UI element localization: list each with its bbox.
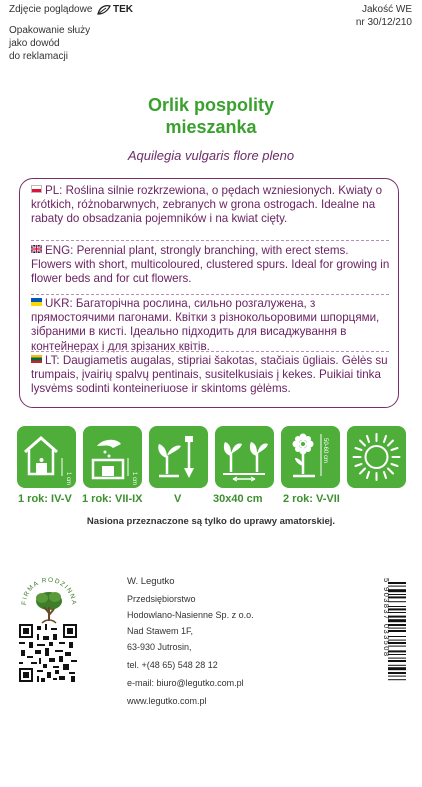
caption-outdoor-sowing: 1 rok: VII-IX <box>82 493 143 505</box>
barcode-bar <box>388 665 406 666</box>
company-name: W. Legutko <box>127 576 175 587</box>
tek-label: TEK <box>113 4 133 15</box>
caption-transplant: V <box>174 493 182 505</box>
address-line: Hodowlano-Nasienne Sp. z o.o. <box>127 610 254 620</box>
barcode-bar <box>388 658 406 659</box>
full-sun-icon <box>347 426 406 488</box>
description-eng: ENG: Perennial plant, strongly branching, with erect stems. Flowers with short, multicoloured, clustered spurs. Ideal for growing in flower beds and for cut flowers. <box>31 244 390 286</box>
barcode <box>378 576 406 716</box>
divider <box>31 351 389 352</box>
depth-note: 1 cm <box>131 472 137 486</box>
barcode-bar <box>388 667 406 670</box>
barcode-bar <box>388 660 406 662</box>
qr-code <box>19 624 77 682</box>
outdoor-sowing-icon <box>83 426 142 488</box>
divider <box>31 240 389 241</box>
barcode-bar <box>388 676 406 677</box>
phone: tel. +(48 65) 548 28 12 <box>127 660 218 670</box>
height-note: 50-60 cm <box>322 438 328 464</box>
ukraine-flag-icon <box>31 298 42 306</box>
photo-label: Zdjęcie poglądowe <box>9 4 93 15</box>
svg-text:FIRMA RODZINNA: FIRMA RODZINNA <box>20 576 78 606</box>
caption-greenhouse-sowing: 1 rok: IV-V <box>18 493 72 505</box>
amateur-disclaimer: Nasiona przeznaczone są tylko do uprawy amatorskiej. <box>86 516 336 527</box>
product-name-line2: mieszanka <box>165 117 257 137</box>
uk-flag-icon <box>31 243 42 251</box>
quality-number: nr 30/12/210 <box>355 17 412 28</box>
lithuania-flag-icon <box>31 355 42 363</box>
depth-note: 1 cm <box>65 472 71 486</box>
website: www.legutko.com.pl <box>127 696 207 706</box>
address-line: 63-930 Jutrosin, <box>127 642 192 652</box>
flower-height-icon <box>281 426 340 488</box>
leaf-icon <box>96 3 112 15</box>
proof-line-1: Opakowanie służy <box>9 25 91 36</box>
seedling-transplant-icon <box>149 426 208 488</box>
description-ukr: UKR: Багаторічна рослина, сильно розгалужена, з прямостоячими пагонами. Квітки з різнокольоровими шпорцями, зібраними в кисті. Ідеально підходить для висаджування в контейнерах і для зрізаних квітів. <box>31 297 380 353</box>
barcode-bar <box>388 672 406 674</box>
barcode-number: 5 903837 033508 <box>382 578 391 658</box>
description-pl: PL: Roślina silnie rozkrzewiona, o pędach wzniesionych. Kwiaty o krótkich, różnobarwnych, zebranych w grona ostrogach. Idealne na rabaty do obsadzania pojemników i na kwiat cięty. <box>31 184 383 226</box>
quality-label: Jakość WE <box>361 4 412 15</box>
email: e-mail: biuro@legutko.com.pl <box>127 678 244 688</box>
description-lt: LT: Daugiametis augalas, stipriai šakotas, stačiais ūgliais. Gėlės su trumpais, įvairių spalvų pentinais, susitelkusiais į kekes. Puikiai tinka lysvėms sodinti konteineriuose ir skintoms gėlėms. <box>31 354 388 396</box>
divider <box>31 294 389 295</box>
poland-flag-icon <box>31 185 42 193</box>
product-name-line1: Orlik pospolity <box>147 95 275 115</box>
proof-line-2: jako dowód <box>9 38 60 49</box>
address-line: Przedsiębiorstwo <box>127 594 196 604</box>
caption-spacing: 30x40 cm <box>213 493 263 505</box>
plant-spacing-icon <box>215 426 274 488</box>
barcode-bar <box>388 679 406 680</box>
latin-name: Aquilegia vulgaris flore pleno <box>127 148 295 163</box>
address-line: Nad Stawem 1F, <box>127 626 194 636</box>
proof-line-3: do reklamacji <box>9 51 68 62</box>
greenhouse-sowing-icon <box>17 426 76 488</box>
caption-flowering: 2 rok: V-VII <box>283 493 340 505</box>
